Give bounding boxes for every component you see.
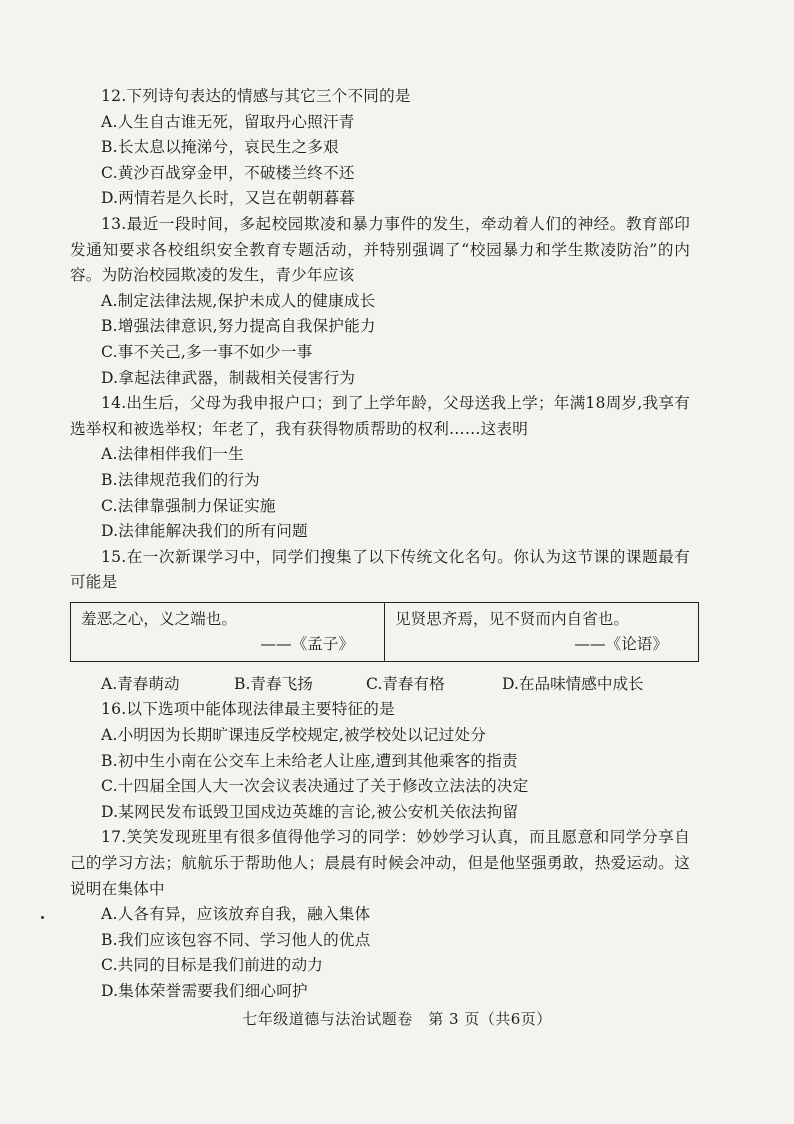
quote-cell-mencius xyxy=(71,602,385,661)
quote-text: 羞恶之心，义之端也。 xyxy=(81,609,237,628)
question-stem: 17.笑笑发现班里有很多值得他学习的同学：妙妙学习认真，而且愿意和同学分享自己的学习方法；航航乐于帮助他人；晨晨有时候会冲动，但是他坚强勇敢，热爱运动。这说明在集体中 xyxy=(70,828,690,898)
option-a: A.人各有异，应该放弃自我，融入集体 xyxy=(101,905,371,924)
quote-source: ——《孟子》 xyxy=(260,634,354,653)
option-b: B.长太息以掩涕兮，哀民生之多艰 xyxy=(101,138,339,157)
page-footer: 七年级道德与法治试题卷 第 3 页（共6页） xyxy=(242,1010,552,1028)
question-stem: 13.最近一段时间，多起校园欺凌和暴力事件的发生，牵动着人们的神经。教育部印发通知要求各校组织安全教育专题活动，并特别强调了“校园暴力和学生欺凌防治”的内容。为防治校园欺凌的发生，青少年应该 xyxy=(70,214,690,285)
option-a: A.人生自古谁无死，留取丹心照汗青 xyxy=(101,112,355,131)
question-stem: 16.以下选项中能体现法律最主要特征的是 xyxy=(101,700,395,719)
option-a: A.制定法律法规,保护未成人的健康成长 xyxy=(101,291,376,310)
option-row xyxy=(70,672,690,698)
option-b: B.我们应该包容不同、学习他人的优点 xyxy=(101,930,371,949)
option-d: D.法律能解决我们的所有问题 xyxy=(101,522,308,541)
scan-speck xyxy=(41,916,44,919)
question-13 xyxy=(70,212,690,391)
option-a: A.小明因为长期旷课违反学校规定,被学校处以记过处分 xyxy=(101,726,487,745)
question-17 xyxy=(70,825,690,1004)
question-12 xyxy=(70,84,690,212)
option-d: D.集体荣誉需要我们细心呵护 xyxy=(101,982,308,1000)
option-c: C.青春有格 xyxy=(366,674,445,693)
option-a: A.青春萌动 xyxy=(101,674,180,693)
question-list xyxy=(70,84,690,1005)
option-a: A.法律相伴我们一生 xyxy=(101,445,244,464)
quote-source: ——《论语》 xyxy=(574,634,668,653)
quote-table xyxy=(70,602,699,662)
option-c: C.法律靠强制力保证实施 xyxy=(101,496,276,515)
question-16 xyxy=(70,697,690,825)
option-d: D.两情若是久长时，又岂在朝朝暮暮 xyxy=(101,189,356,208)
option-b: B.增强法律意识,努力提高自我保护能力 xyxy=(101,317,376,336)
option-d: D.拿起法律武器，制裁相关侵害行为 xyxy=(101,368,356,387)
option-c: C.黄沙百战穿金甲，不破楼兰终不还 xyxy=(101,163,355,182)
option-c: C.共同的目标是我们前进的动力 xyxy=(101,956,324,975)
option-b: B.法律规范我们的行为 xyxy=(101,470,260,489)
question-stem: 14.出生后，父母为我申报户口；到了上学年龄，父母送我上学；年满18周岁,我享有选举权和被选举权；年老了，我有获得物质帮助的权利……这表明 xyxy=(70,394,690,438)
quote-cell-analects xyxy=(385,602,699,661)
option-b: B.青春飞扬 xyxy=(234,674,313,693)
option-c: C.十四届全国人大一次会议表决通过了关于修改立法法的决定 xyxy=(101,777,529,796)
option-b: B.初中生小南在公交车上未给老人让座,遭到其他乘客的指责 xyxy=(101,751,518,770)
question-15 xyxy=(70,545,690,698)
option-d: D.某网民发布诋毁卫国戍边英雄的言论,被公安机关依法拘留 xyxy=(101,802,519,821)
question-14 xyxy=(70,391,690,545)
question-stem: 15.在一次新课学习中，同学们搜集了以下传统文化名句。你认为这节课的课题最有可能是 xyxy=(70,547,690,592)
option-c: C.事不关己,多一事不如少一事 xyxy=(101,342,313,361)
quote-text: 见贤思齐焉，见不贤而内自省也。 xyxy=(395,609,629,628)
option-d: D.在品味情感中成长 xyxy=(502,674,644,693)
question-stem: 12.下列诗句表达的情感与其它三个不同的是 xyxy=(101,87,411,105)
